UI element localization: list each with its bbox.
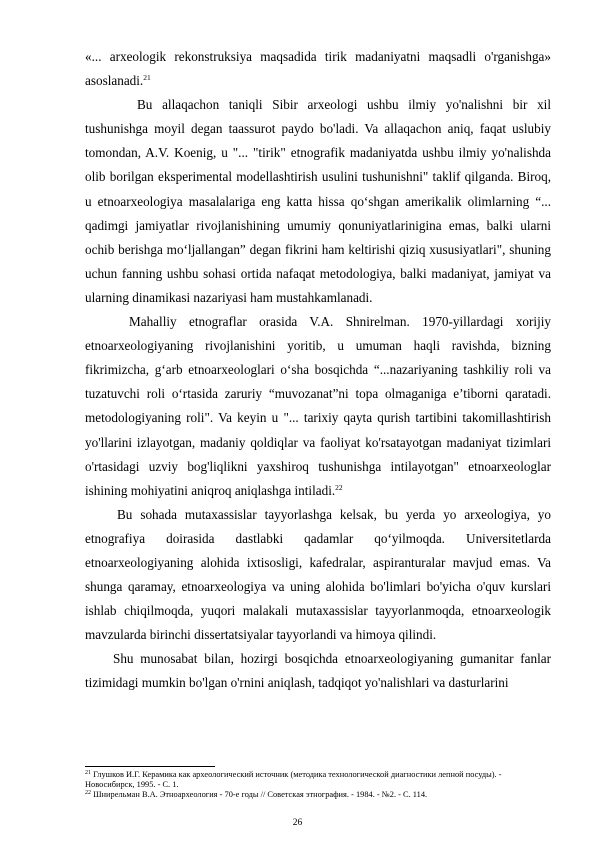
paragraph bbox=[85, 310, 551, 503]
footnote-ref[interactable]: 22 bbox=[335, 482, 343, 492]
footnote-number: 21 bbox=[85, 770, 91, 776]
footnote-number: 22 bbox=[85, 790, 91, 797]
page-number: 26 bbox=[292, 818, 303, 828]
footnote bbox=[85, 770, 551, 790]
page-body bbox=[85, 45, 551, 696]
footnotes bbox=[85, 766, 551, 801]
paragraph: Shu munosabat bilan, hozirgi bosqichda etnoarxeologiyaning gumanitar fanlar tizimidagi mumkin bo'lgan o'rnini aniqlash, tadqiqot yo'nalishlari va dasturlarini bbox=[85, 651, 551, 691]
paragraph-text: «... arxeologik rekonstruksiya maqsadida tirik madaniyatni maqsadli o'rganishga» asoslanadi. bbox=[85, 49, 551, 89]
footnote-text: Шнирельман В.А. Этноархеология - 70-е годы // Советская этнография. - 1984. - №2. - С. 114. bbox=[93, 790, 428, 800]
footnote bbox=[85, 790, 551, 800]
paragraph bbox=[85, 45, 551, 93]
footnote-text: Глушков И.Г. Керамика как археологический источник (методика технологической диагностики лепной посуды). - Новосибирск, 1995. - С. 1. bbox=[85, 770, 502, 790]
paragraph: Bu allaqachon taniqli Sibir arxeologi ushbu ilmiy yo'nalishni bir xil tushunishga moyil degan taassurot paydo bo'ladi. Va allaqachon aniq, faqat uslubiy tomondan, A.V. Koenig, u "... "tirik" etnografik madaniyatda ushbu ilmiy yo'nalishda olib borilgan eksperimental modellashtirish usulini tushunishni" taklif qilganda. Biroq, u etnoarxeologiya masalalariga eng katta hissa qo‘shgan amerikalik olimlarning “... qadimgi jamiyatlar rivojlanishining umumiy qonuniyatlarinigina emas, balki ularni ochib berishga mo‘ljallangan” degan fikrini ham keltirishi qiziq xususiyatlari", shuning uchun fanning ushbu sohasi ortida nafaqat metodologiya, balki madaniyat, jamiyat va ularning dinamikasi nazariyasi ham mustahkamlanadi. bbox=[85, 97, 551, 305]
paragraph: Bu sohada mutaxassislar tayyorlashga kelsak, bu yerda yo arxeologiya, yo etnografiya doirasida dastlabki qadamlar qo‘yilmoqda. Universitetlarda etnoarxeologiyaning alohida ixtisosligi, kafedralar, aspiranturalar mavjud emas. Va shunga qaramay, etnoarxeologiya va uning alohida bo'limlari bo'yicha o'quv kurslari ishlab chiqilmoqda, yuqori malakali mutaxassislar tayyorlanmoqda, etnoarxeologik mavzularda birinchi dissertatsiyalar tayyorlandi va himoya qilindi. bbox=[85, 506, 551, 643]
paragraph-text: Mahalliy etnograflar orasida V.A. Shnirelman. 1970-yillardagi xorijiy etnoarxeologiyaning rivojlanishini yoritib, u umuman haqli ravishda, bizning fikrimizcha, g‘arb etnoarxeologlari o‘sha bosqichda “...nazariyaning tashkiliy roli va tuzatuvchi roli o‘rtasida zaruriy “muvozanat”ni topa olmaganiga e’tiborni qaratadi. metodologiyaning roli". Va keyin u "... tarixiy qayta qurish tartibini takomillashtirish yo'llarini izlayotgan, madaniy qoldiqlar va faoliyat ko'rsatayotgan madaniyat tizimlari o'rtasidagi uzviy bog'liqlikni yaxshiroq tushunishga intilayotgan" etnoarxeologlar ishining mohiyatini aniqroq aniqlashga intiladi. bbox=[85, 314, 551, 498]
footnote-divider bbox=[85, 766, 215, 767]
footnote-ref[interactable]: 21 bbox=[143, 73, 151, 83]
